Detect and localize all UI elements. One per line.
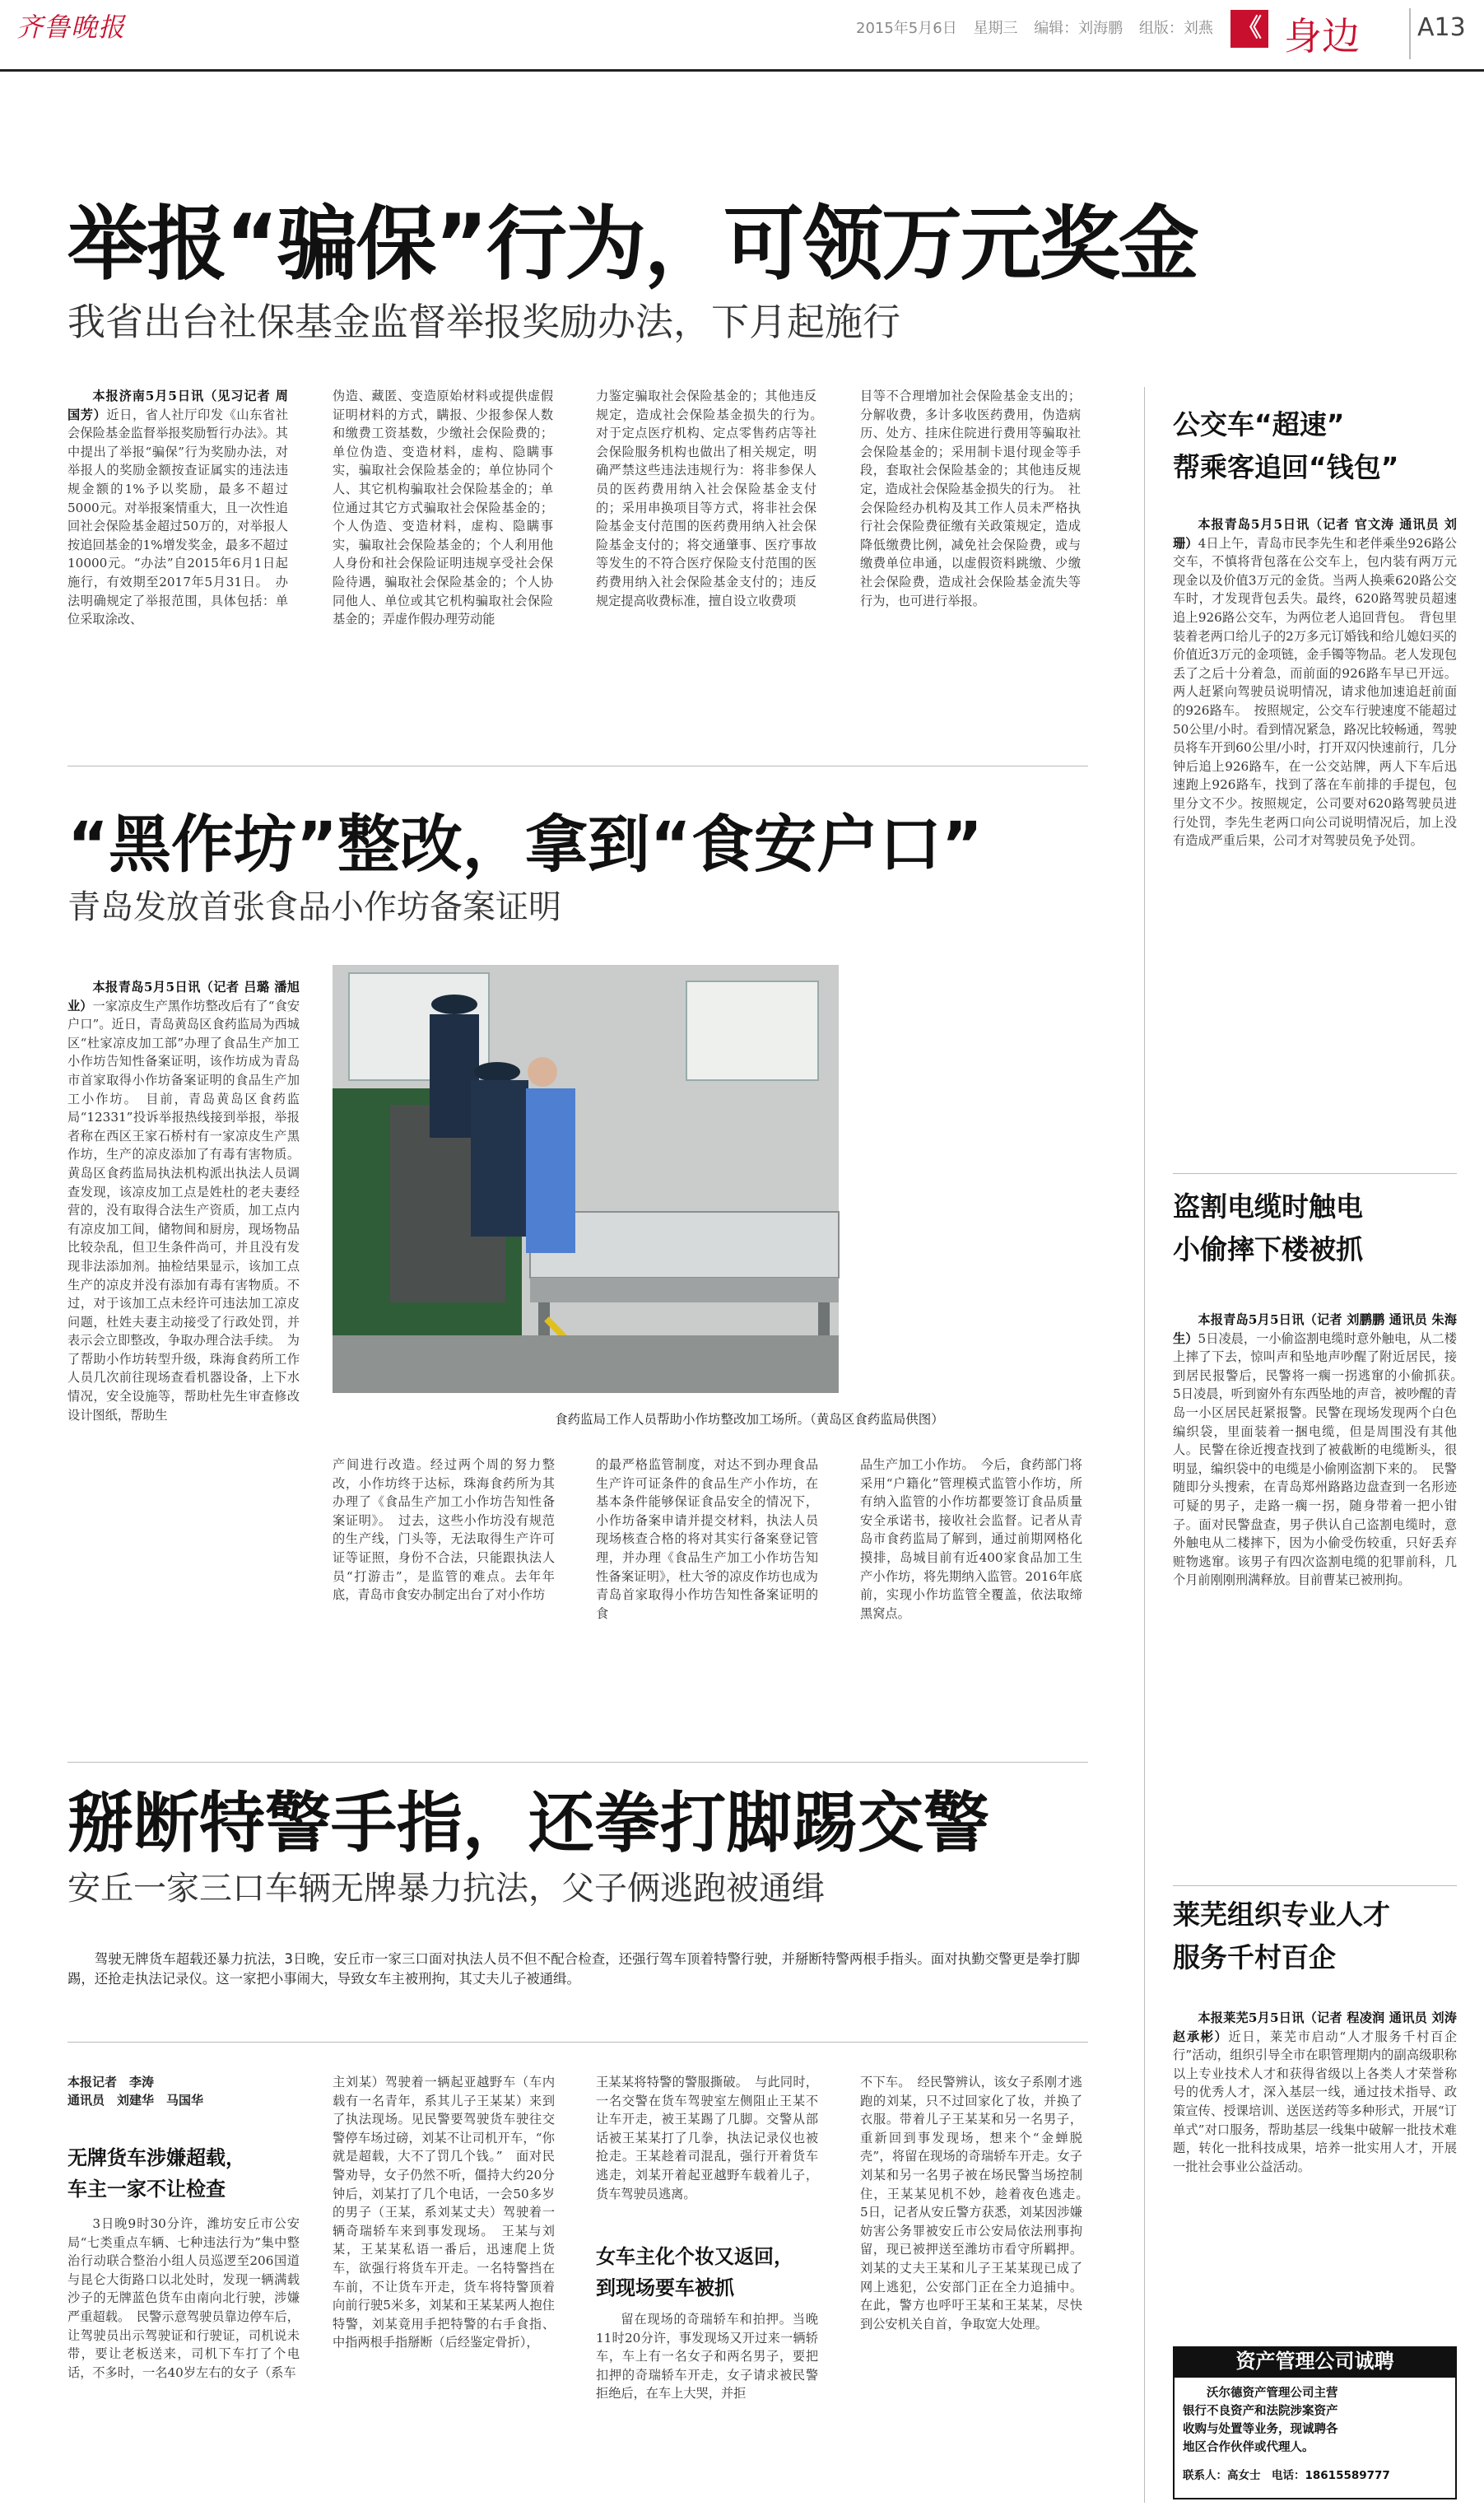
story1-text-2: 伪造、藏匿、变造原始材料或提供虚假证明材料的方式，瞒报、少报参保人数和缴费工资基数，少缴社会保险费的；单位伪造、变造材料，虚构、隐瞒事实，骗取社会保险基金的；单位协同个人、其它机构骗取社会保险基金的；单位通过其它方式骗取社会保险基金的；个人伪造、变造材料，虚构、隐瞒事实，骗取社会保险基金的；个人利用他人身份和社会保险证明违规享受社会保险待遇，骗取社会保险基金的；个人协同他人、单位或其它机构骗取社会保险基金的；弄虚作假办理劳动能 — [333, 389, 553, 627]
story1-text-4: 目等不合理增加社会保险基金支出的；分解收费，多计多收医药费用，伪造病历、处方、挂床住院进行费用等骗取社会保险基金的；采用制卡退付现金等手段，套取社会保险基金的；其他违反规定，造成社会保险基金损失的行为。 社会保险经办机构及其工作人员未严格执行社会保险费征缴有关政策规定，造成降低缴费比例，减免社会保险费，或与缴费单位串通，以虚假资料跳缴、少缴社会保险费，造成社会保险基金流失等行为，也可进行举报。 — [860, 389, 1081, 608]
story3-lead-rule — [67, 2042, 1088, 2043]
sidebar-story2-byline: 本报青岛5月5日讯（记者 刘鹏鹏 通讯员 朱海生） — [1173, 1312, 1457, 1346]
story2-column-3 — [596, 1456, 818, 1760]
story3-byline-block — [67, 2073, 300, 2109]
editor-credit: 编辑：刘海鹏 — [1034, 20, 1123, 37]
story3-headline: 掰断特警手指，还拳打脚踢交警 — [67, 1785, 989, 1861]
ad-title: 资产管理公司诚聘 — [1173, 2346, 1457, 2376]
story2-text-3: 的最严格监管制度，对达不到办理食品生产许可证条件的食品生产小作坊，在基本条件能够保证食品安全的情况下，小作坊备案申请并提交材料，执法人员现场核查合格的将对其实行备案登记管理，并办理《食品生产加工小作坊告知性备案证明》，杜大爷的凉皮作坊也成为青岛首家取得小作坊告知性备案证明的食 — [596, 1457, 818, 1621]
issue-weekday: 星期三 — [973, 20, 1018, 37]
sidebar-story2-headline-line-1: 盗割电缆时触电 — [1173, 1190, 1363, 1223]
story3-byline-reporter: 本报记者 李涛 — [67, 2075, 155, 2089]
story3-subheadline: 安丘一家三口车辆无牌暴力抗法，父子俩逃跑被通缉 — [67, 1870, 825, 1908]
designer-credit: 组版：刘燕 — [1138, 20, 1213, 37]
sidebar-story1-headline-line-2: 帮乘客追回“钱包” — [1173, 451, 1399, 483]
sidebar-story3-text: 近日，莱芜市启动“人才服务千村百企行”活动，组织引导全市在职管理期内的副高级职称以上专业技术人才和获得省级以上各类人才荣誉称号的优秀人才，深入基层一线，通过技术指导、政策宣传、授课培训、送医送药等多种形式，开展“订单式”对口服务，帮助基层一线集中破解一批技术难题，转化一批科技成果，培养一批实用人才，开展一批社会事业公益活动。 — [1173, 2029, 1458, 2174]
section-title: 身边 — [1284, 14, 1360, 58]
sidebar-story2-body — [1173, 1311, 1470, 1870]
ad-text — [1175, 2378, 1455, 2485]
ad-line-1: 沃尔德资产管理公司主营 — [1207, 2387, 1338, 2400]
story2-headline: “黑作坊”整改，拿到“食安户口” — [67, 808, 983, 881]
story3-text-4: 不下车。 经民警辨认，该女子系刚才逃跑的刘某，只不过回家化了妆，并换了衣服。带着儿子王某某和另一名男子，重新回到事发现场，想来个“金蝉脱壳”，将留在现场的奇瑞轿车开走。女子刘某和另一名男子被在场民警当场控制住，王某某见机不妙，趁着夜色逃走。 5日，记者从安丘警方获悉，刘某因涉嫌妨害公务罪被安丘市公安局依法刑事拘留，现已被押送至潍坊市看守所羁押。刘某的丈夫王某和儿子王某某现已成了网上逃犯，公安部门正在全力追捕中。在此，警方也呼吁王某和王某某，尽快到公安机关自首，争取宽大处理。 — [860, 2075, 1096, 2332]
story3-subhead-2 — [596, 2241, 826, 2304]
story3-subhead-1-line-2: 车主一家不让检查 — [67, 2178, 226, 2201]
story3-text-1: 3日晚9时30分许，潍坊安丘市公安局“七类重点车辆、七种违法行为”集中整治行动联合整治小组人员巡逻至206国道与昆仑大街路口以北处时，发现一辆满载沙子的无牌蓝色货车由南向北行驶，涉嫌严重超载。 民警示意驾驶员靠边停车后，让驾驶员出示驾驶证和行驶证，司机说未带，要让老板送来，司机下车打了个电话，不多时，一名40岁左右的女子（系车 — [67, 2216, 300, 2380]
sidebar-story2-text: 5日凌晨，一小偷盗割电缆时意外触电，从二楼上摔了下去，惊叫声和坠地声吵醒了附近居民，接到居民报警后，民警将一瘸一拐逃窜的小偷抓获。 5日凌晨，听到窗外有东西坠地的声音，被吵醒的青岛一小区居民赶紧报警。民警在现场发现两个白色编织袋，里面装着一捆电缆，但是周围没有其他人。民警在徐近搜查找到了被截断的电缆断头，很明显，编织袋中的电缆是小偷刚盗割下来的。 民警随即分头搜索，在青岛郑州路路边盘查到一名形迹可疑的男子，走路一瘸一拐，随身带着一把小钳子。面对民警盘查，男子供认自己盗割电缆时，意外触电从二楼摔下，因为小偷受伤较重，只好丢弃赃物逃窜。该男子有四次盗割电缆的犯罪前科，几个月前刚刚刑满释放。目前曹某已被刑拘。 — [1173, 1330, 1470, 1588]
sidebar-divider — [1144, 387, 1145, 2503]
issue-date: 2015年5月6日 — [856, 20, 957, 37]
ad-contact: 联系人：高女士 电话：18615589777 — [1183, 2469, 1390, 2482]
story1-subheadline: 我省出台社保基金监督举报奖励办法，下月起施行 — [67, 300, 900, 344]
header-info — [856, 16, 1225, 38]
story1-text-1: 近日，省人社厅印发《山东省社会保险基金监督举报奖励暂行办法》。其中提出了举报“骗保”行为奖励办法，对举报人的奖励金额按查证属实的违法违规金额的1%予以奖励，最多不超过5000元。对举报案情重大，且一次性追回社会保险基金超过50万的，对举报人按追回基金的1%增发奖金，最多不超过10000元。“办法”自2015年6月1日起施行，有效期至2017年5月31日。 办法明确规定了举报范围，具体包括：单位采取涂改、 — [67, 407, 289, 627]
sidebar-story1-byline: 本报青岛5月5日讯（记者 官文涛 通讯员 刘珊） — [1173, 517, 1457, 551]
ad-line-2: 银行不良资产和法院涉案资产 — [1183, 2405, 1338, 2418]
story3-column-3 — [596, 2073, 818, 2217]
sidebar-story2-headline — [1173, 1186, 1457, 1271]
sidebar-story3-headline — [1173, 1894, 1457, 1979]
sidebar-story3-body — [1173, 2009, 1457, 2322]
story2-text-2: 产间进行改造。经过两个周的努力整改，小作坊终于达标，珠海食药所为其办理了《食品生产加工小作坊告知性备案证明》。 过去，这些小作坊没有规范的生产线，门头等，无法取得生产许可证等证照，身份不合法，只能跟执法人员“打游击”，是监管的难点。去年年底，青岛市食安办制定出台了对小作坊 — [333, 1457, 555, 1603]
story1-headline: 举报“骗保”行为，可领万元奖金 — [67, 198, 1198, 291]
story3-column-3b — [596, 2310, 818, 2503]
story3-subhead-2-line-2: 到现场要车被抓 — [596, 2276, 734, 2299]
sidebar-story1-body — [1173, 515, 1457, 1149]
sidebar-story1-headline — [1173, 403, 1457, 489]
section-mark-icon: 《 — [1230, 10, 1268, 48]
ad-box — [1173, 2376, 1457, 2499]
story2-subheadline: 青岛发放首张食品小作坊备案证明 — [67, 888, 561, 926]
story3-text-2: 主刘某）驾驶着一辆起亚越野车（车内载有一名青年，系其儿子王某某）来到了执法现场。见民警要驾驶货车驶往交警停车场过磅，刘某不让司机开车，“你就是超载，大不了罚几个钱。” 面对民警劝导，女子仍然不听，僵持大约20分钟后，刘某打了几个电话，一会50多岁的男子（王某，系刘某丈夫）驾驶着一辆奇瑞轿车来到事发现场。 王某与刘某，王某某私语一番后，迅速爬上货车，欲强行将货车开走。一名特警挡在车前，不让货车开走，货车将特警顶着向前行驶5米多，刘某和王某某两人抱住特警，刘某竟用手把特警的右手食指、中指两根手指掰断（后经鉴定骨折）， — [333, 2075, 555, 2350]
story2-text-4: 品生产加工小作坊。 今后，食药部门将采用“户籍化”管理模式监管小作坊，所有纳入监管的小作坊都要签订食品质量安全承诺书，接收社会监督。记者从青岛市食药监局了解到，通过前期网格化摸排，岛城目前有近400家食品加工生产小作坊，将先期纳入监管。2016年底前，实现小作坊监管全覆盖，依法取缔黑窝点。 — [860, 1457, 1082, 1621]
masthead-logo: 齐鲁晚报 — [16, 12, 126, 43]
story2-column-1 — [67, 978, 300, 1759]
workshop-photo — [333, 965, 839, 1393]
story1-column-4 — [860, 387, 1081, 741]
page-number: A13 — [1417, 13, 1466, 42]
photo-caption: 食药监局工作人员帮助小作坊整改加工场所。（黄岛区食药监局供图） — [555, 1412, 944, 1427]
story1-column-2 — [333, 387, 553, 741]
workshop-photo-illustration — [333, 965, 839, 1393]
story3-text-3: 王某某将特警的警服撕破。 与此同时，一名交警在货车驾驶室左侧阻止王某不让车开走，被王某踢了几脚。交警从部话被王某某打了几拳，执法记录仪也被抢走。王某趁着司混乱，强行开着货车逃走，刘某开着起亚越野车载着儿子，货车驾驶员逃离。 — [596, 2075, 818, 2201]
header-rule — [0, 69, 1484, 72]
sidebar-rule-2 — [1173, 1885, 1457, 1886]
header-divider — [1409, 8, 1411, 59]
story3-column-1 — [67, 2215, 300, 2503]
story1-text-3: 力鉴定骗取社会保险基金的；其他违反规定，造成社会保险基金损失的行为。 对于定点医疗机构、定点零售药店等社会保险服务机构也做出了相关规定，明确严禁这些违法违规行为：将非参保人员的医药费用纳入社会保险基金支付的；采用串换项目等方式，将非社会保险基金支付范围的医药费用纳入社会保险基金支付的；将交通肇事、医疗事故等发生的不符合医疗保险支付范围的医药费用纳入社会保险基金支付的；违反规定提高收费标准，擅自设立收费项 — [596, 389, 830, 608]
story3-byline-correspondents: 通讯员 刘建华 马国华 — [67, 2093, 204, 2108]
ad-line-4: 地区合作伙伴或代理人。 — [1183, 2441, 1314, 2454]
story3-column-2 — [333, 2073, 555, 2503]
story3-subhead-1-line-1: 无牌货车涉嫌超载， — [67, 2146, 245, 2169]
sidebar-story3-headline-line-1: 莱芜组织专业人才 — [1173, 1898, 1390, 1931]
story1-column-1 — [67, 387, 288, 741]
sidebar-story3-headline-line-2: 服务千村百企 — [1173, 1941, 1336, 1973]
story1-byline: 本报济南5月5日讯（见习记者 周国芳） — [67, 389, 288, 422]
ad-line-3: 收购与处置等业务，现诚聘各 — [1183, 2423, 1338, 2436]
sidebar-story1-text: 4日上午，青岛市民李先生和老伴乘坐926路公交车，不慎将背包落在公交车上，包内装有两万元现金以及价值3万元的金货。当两人换乘620路公交车时，才发现背包丢失。最终，620路驾驶员超速追上926路公交车，为两位老人追回背包。 背包里装着老两口给儿子的2万多元订婚钱和给儿媳妇买的价值近3万元的金项链，金手镯等物品。老人发现包丢了之后十分着急，而前面的926路车早已开远。两人赶紧向驾驶员说明情况，请求他加速追赶前面的926路车。 按照规定，公交车行驶速度不能超过50公里/小时。看到情况紧急，路况比较畅通，驾驶员将车开到60公里/小时，打开双闪快速前行，几分钟后追上926路车，在一公交站牌，两人下车后迅速跑上926路车，找到了落在车前排的手提包，包里分文不少。按照规定，公司要对620路驾驶员进行处罚，李先生老两口向公司说明情况后，加上没有造成严重后果，公司才对驾驶员免予处罚。 — [1173, 535, 1457, 849]
story2-byline: 本报青岛5月5日讯（记者 吕璐 潘旭业） — [67, 980, 300, 1013]
sidebar-story2-headline-line-2: 小偷摔下楼被抓 — [1173, 1233, 1363, 1265]
story2-bottom-rule — [67, 1762, 1088, 1763]
sidebar-story1-headline-line-1: 公交车“超速” — [1173, 408, 1345, 440]
story1-column-3 — [596, 387, 830, 741]
story2-column-2 — [333, 1456, 555, 1760]
story2-text-1: 一家凉皮生产黑作坊整改后有了“食安户口”。近日，青岛黄岛区食药监局为西城区“杜家凉皮加工部”办理了食品生产加工小作坊告知性备案证明，该作坊成为青岛市首家取得小作坊备案证明的食品生产加工小作坊。 目前，青岛黄岛区食药监局“12331”投诉举报热线接到举报，举报者称在西区王家石桥村有一家凉皮生产黑作坊，生产的凉皮添加了有毒有害物质。黄岛区食药监局执法机构派出执法人员调查发现，该凉皮加工点是姓杜的老夫妻经营的，没有取得合法生产资质，加工点内有凉皮加工间，储物间和厨房，现场物品比较杂乱，但卫生条件尚可，并且没有发现非法添加剂。抽检结果显示，该加工点生产的凉皮并没有添加有毒有害物质。不过，对于该加工点未经许可违法加工凉皮问题，杜姓夫妻主动接受了行政处罚，并表示会立即整改，争取办理合法手续。 为了帮助小作坊转型升级，珠海食药所工作人员几次前往现场查看机器设备，上下水情况，安全设施等，帮助杜先生审查修改设计图纸，帮助生 — [67, 998, 300, 1423]
story3-column-4 — [860, 2073, 1096, 2503]
sidebar-story3-byline: 本报莱芜5月5日讯（记者 程凌润 通讯员 刘涛 赵承彬） — [1173, 2010, 1457, 2044]
story3-subhead-1 — [67, 2142, 300, 2205]
story2-column-4 — [860, 1456, 1082, 1760]
story3-text-3b: 留在现场的奇瑞轿车和拍押。当晚11时20分许，事发现场又开过来一辆轿车，车上有一名女子和两名男子，要把扣押的奇瑞轿车开走，女子请求被民警拒绝后，在车上大哭，并拒 — [596, 2312, 818, 2402]
story3-lead: 驾驶无牌货车超载还暴力抗法，3日晚，安丘市一家三口面对执法人员不但不配合检查，还强行驾车顶着特警行驶，并掰断特警两根手指头。面对执勤交警更是拳打脚踢，还抢走执法记录仪。这一家把小事闹大，导致女车主被刑拘，其丈夫儿子被通缉。 — [67, 1951, 1080, 1987]
sidebar-rule-1 — [1173, 1173, 1457, 1174]
story3-subhead-2-line-1: 女车主化个妆又返回， — [596, 2245, 793, 2268]
